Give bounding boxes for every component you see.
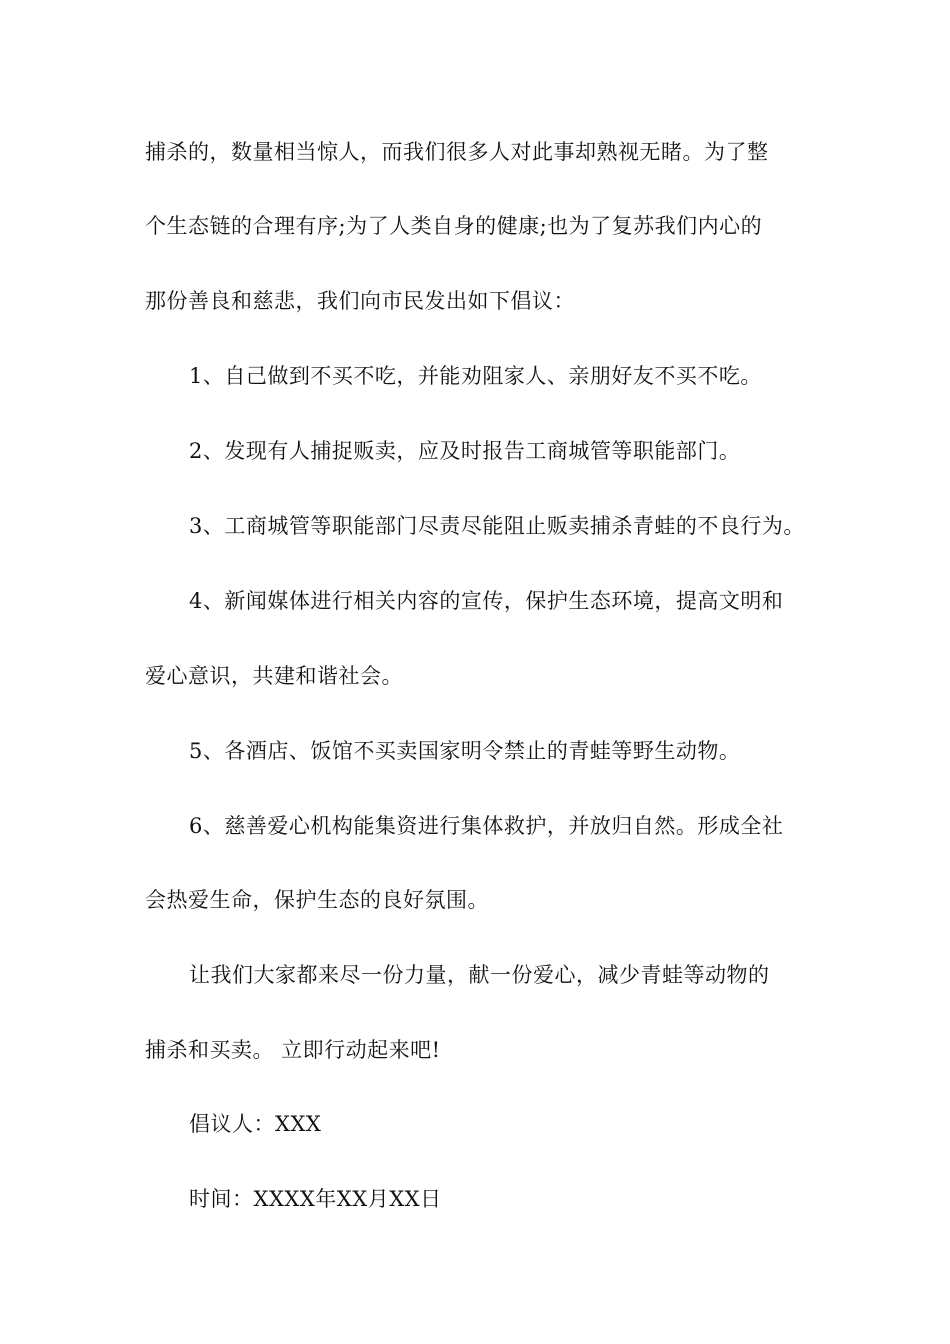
paragraph-line: 个生态链的合理有序;为了人类自身的健康;也为了复苏我们内心的 (145, 214, 763, 238)
proposal-item-5: 5、各酒店、饭馆不买卖国家明令禁止的青蛙等野生动物。 (189, 739, 741, 763)
paragraph-line: 捕杀的，数量相当惊人，而我们很多人对此事却熟视无睹。为了整 (145, 140, 769, 164)
date-line: 时间：XXXX年XX月XX日 (189, 1187, 442, 1211)
closing-paragraph: 让我们大家都来尽一份力量，献一份爱心，减少青蛙等动物的 (189, 963, 770, 987)
paragraph-line: 会热爱生命，保护生态的良好氛围。 (145, 888, 489, 912)
paragraph-line: 爱心意识，共建和谐社会。 (145, 664, 403, 688)
proposal-item-6: 6、慈善爱心机构能集资进行集体救护，并放归自然。形成全社 (189, 814, 784, 838)
proposal-item-4: 4、新闻媒体进行相关内容的宣传，保护生态环境，提高文明和 (189, 589, 784, 613)
paragraph-line: 捕杀和买卖。 立即行动起来吧! (145, 1038, 441, 1062)
proposal-item-1: 1、自己做到不买不吃，并能劝阻家人、亲朋好友不买不吃。 (189, 364, 762, 388)
proposal-item-3: 3、工商城管等职能部门尽责尽能阻止贩卖捕杀青蛙的不良行为。 (189, 514, 805, 538)
proposal-item-2: 2、发现有人捕捉贩卖，应及时报告工商城管等职能部门。 (189, 439, 741, 463)
proposer-line: 倡议人：XXX (189, 1112, 322, 1136)
paragraph-line: 那份善良和慈悲，我们向市民发出如下倡议： (145, 289, 575, 313)
